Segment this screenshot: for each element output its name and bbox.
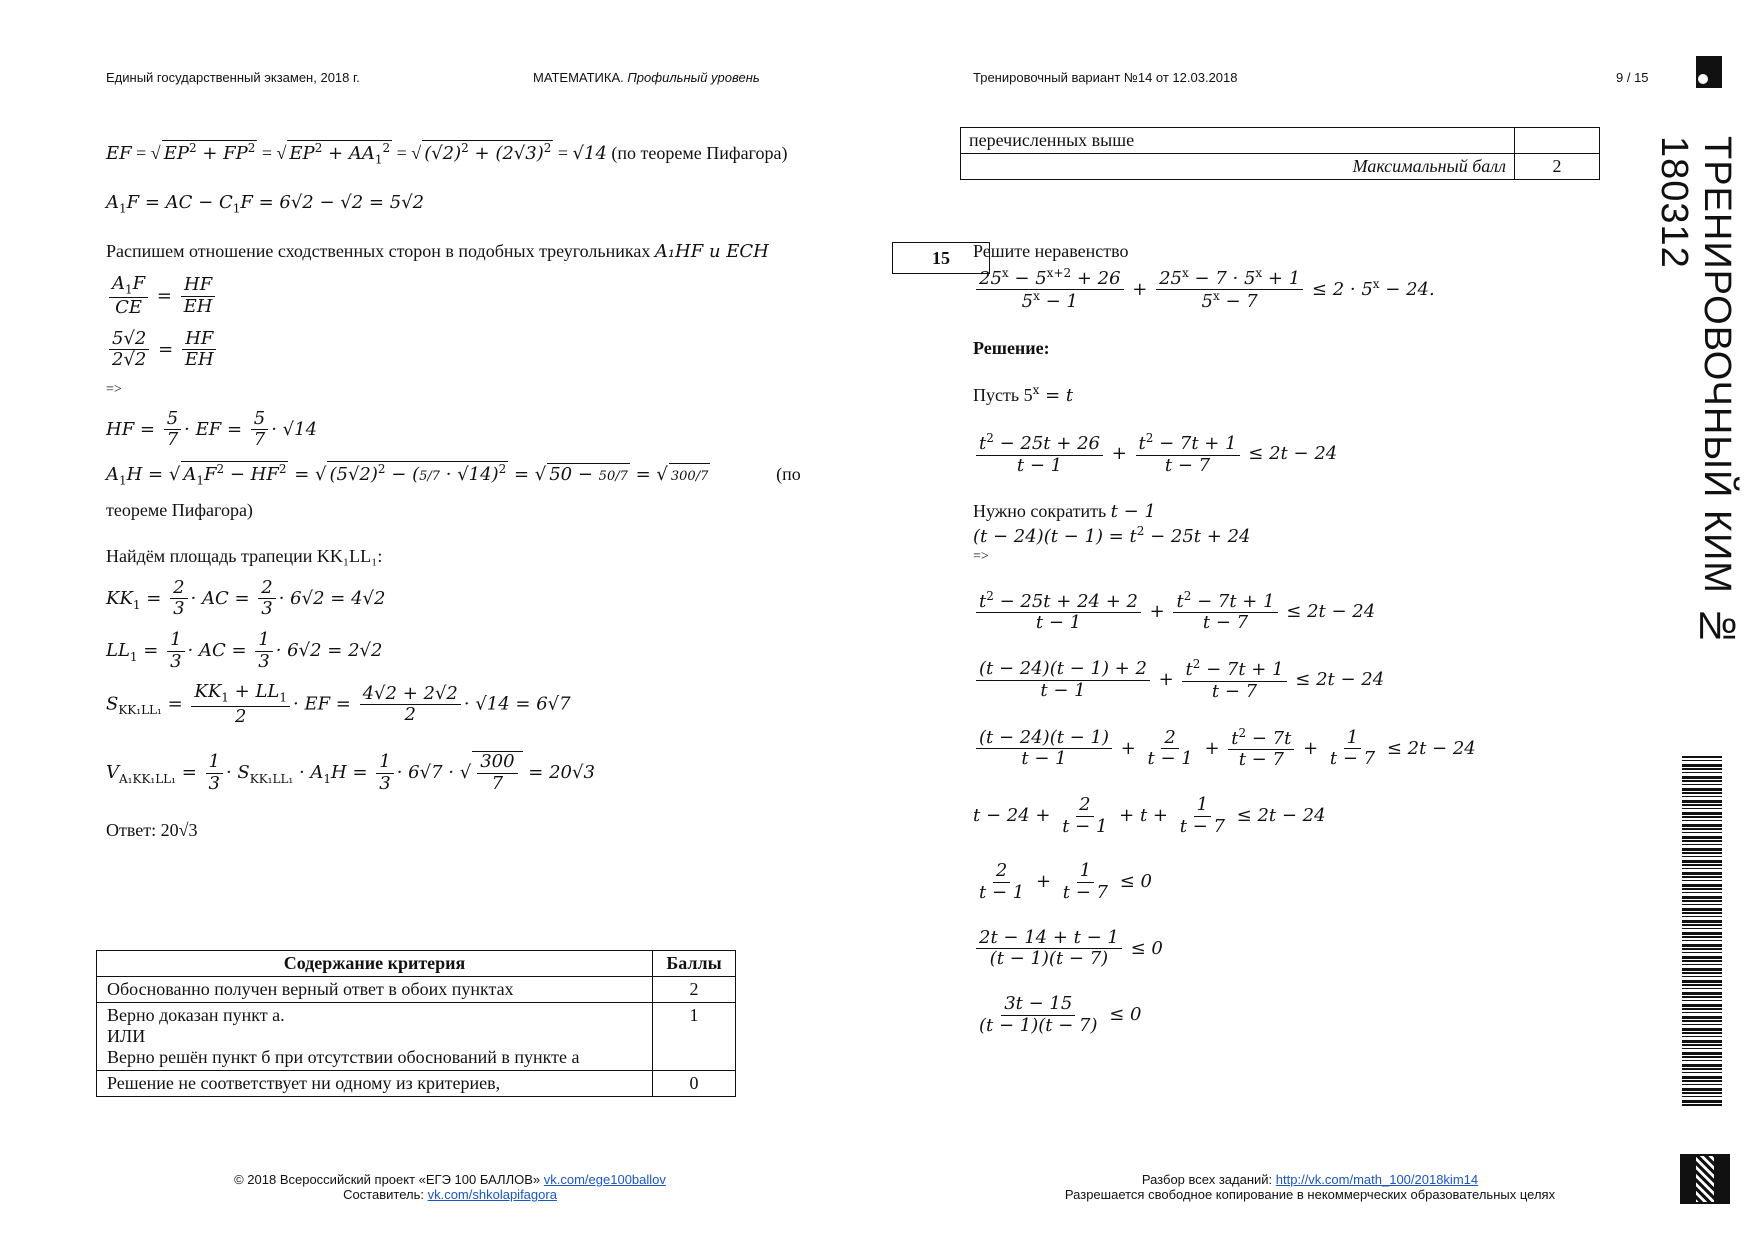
implies-left: => <box>106 382 122 398</box>
step-8: $\frac{3t - 15}{(t - 1)(t - 7)}$ ≤ 0 <box>979 993 1142 1036</box>
header-subject <box>533 70 760 85</box>
criteria-row-text <box>97 1003 653 1071</box>
header-variant: Тренировочный вариант №14 от 12.03.2018 <box>973 70 1238 85</box>
table-row <box>97 1071 736 1097</box>
inequality: $\frac{25^x - 5^{x+2} + 26}{5^x - 1}$ + $\frac{25^x - 7 \cdot 5^x + 1}{5^x - 7}$ ≤ $2 \cdot 5^x - 24$. <box>973 267 1613 313</box>
header-level: Профильный уровень <box>627 70 760 85</box>
footer-vk-link[interactable]: vk.com/ege100ballov <box>543 1172 666 1187</box>
footer-author-label: Составитель: <box>343 1187 424 1202</box>
step-4: $\frac{(t - 24)(t - 1)}{t - 1}$ + $\frac{2}{t - 1}$ + $\frac{t^2 - 7t}{t - 7}$ + $\frac{1}{t - 7}$ ≤ 2t − 24 <box>973 727 1613 771</box>
answer: Ответ: 20√3 <box>106 819 198 840</box>
step-7: $\frac{2t - 14 + t - 1}{(t - 1)(t - 7)}$ ≤ 0 <box>973 928 1613 970</box>
solution-label: Решение: <box>973 337 1050 358</box>
reduce-text: Нужно сократить <box>973 501 1107 522</box>
substitution-text: Пусть 5 <box>973 385 1033 406</box>
criteria-head-points: Баллы <box>653 951 736 977</box>
trap-text: Найдём площадь трапеции KK₁LL₁: <box>106 546 383 567</box>
header-subject-name: МАТЕМАТИКА. <box>533 70 624 85</box>
formula-v: $V_{A_1KK_1LL_1}$ = $\frac{1}{3}$ · $S_{KK_1LL_1} \cdot A_1H$ = $\frac{1}{3}$ · 6√7 · √ $\frac{300}{7}$ = 20√3 <box>106 751 595 795</box>
left-column <box>106 140 801 851</box>
similar-text <box>106 240 792 264</box>
max-row-empty <box>1515 128 1600 154</box>
criteria-row-points: 0 <box>653 1071 736 1097</box>
criteria-table <box>96 950 736 1097</box>
criteria-row-points: 2 <box>653 977 736 1003</box>
table-row <box>961 154 1600 180</box>
footer-analysis-link[interactable]: http://vk.com/math_100/2018kim14 <box>1275 1172 1479 1187</box>
max-value: 2 <box>1515 154 1600 180</box>
factor-identity: $(t - 24)(t - 1) = t^2 - 25t + 24$ <box>973 523 1251 547</box>
footer-license: Разрешается свободное копирование в некоммерческих образовательных целях <box>1064 1187 1556 1202</box>
footer-analysis-label: Разбор всех заданий: <box>1141 1172 1273 1187</box>
max-label: Максимальный балл <box>961 154 1515 180</box>
table-row <box>97 977 736 1003</box>
right-column <box>973 240 1613 1046</box>
qr-code <box>1680 1154 1730 1204</box>
step-6: $\frac{2}{t - 1}$ + $\frac{1}{t - 7}$ ≤ 0 <box>979 860 1152 903</box>
ratio-2: $\frac{5√2}{2√2}$ = $\frac{HF}{EH}$ <box>106 329 792 371</box>
header-exam: Единый государственный экзамен, 2018 г. <box>106 70 360 85</box>
formula-s: $S_{KK_1LL_1}$ = $\frac{KK_1 + LL_1}{2}$ · EF = $\frac{4√2 + 2√2}{2}$ · √14 = 6√7 <box>106 681 571 727</box>
footer-copyright: © 2018 Всероссийский проект «ЕГЭ 100 БАЛЛОВ» <box>234 1172 541 1187</box>
footer-left-line1 <box>180 1172 720 1187</box>
task-prompt: Решите неравенство <box>973 241 1129 261</box>
step-1: $\frac{t^2 - 25t + 26}{t - 1}$ + $\frac{t^2 - 7t + 1}{t - 7}$ ≤ 2t − 24 <box>973 432 1613 476</box>
implies-right: => <box>973 549 989 565</box>
step-5: t − 24 + $\frac{2}{t - 1}$ + t + $\frac{1}{t - 7}$ ≤ 2t − 24 <box>973 793 1326 837</box>
similar-triangles: A₁HF и ECH <box>654 241 769 263</box>
max-row-text: перечисленных выше <box>961 128 1515 154</box>
max-score-table <box>960 127 1600 180</box>
substitution: Пусть $5^x = t$ <box>973 383 1074 407</box>
logo-mark <box>1696 56 1722 88</box>
reduce-note: Нужно сократить t − 1 <box>973 501 1156 523</box>
criteria-row-points: 1 <box>653 1003 736 1071</box>
table-row <box>961 128 1600 154</box>
formula-kk1: $KK_1$ = $\frac{2}{3}$ · AC = $\frac{2}{3}$ · 6√2 = 4√2 <box>106 576 386 620</box>
task-number: 15 <box>892 242 990 274</box>
criteria-row-text-b: Верно решён пункт б при отсутствии обоснований в пункте а <box>107 1047 580 1067</box>
criteria-row-text-or: ИЛИ <box>107 1026 146 1046</box>
footer-left-line2 <box>180 1187 720 1202</box>
header-page: 9 / 15 <box>1616 70 1649 85</box>
formula-hf: HF = $\frac{5}{7}$ · EF = $\frac{5}{7}$ · √14 <box>106 407 318 451</box>
footer-author-link[interactable]: vk.com/shkolapifagora <box>427 1187 557 1202</box>
formula-ef: EF = √ $EP^2 + FP^2$ = √ $EP^2 + AA_1^2$ = √ $(√2)^2 + (2√3)^2 = √14$ (по теореме Пифагора) <box>106 141 788 167</box>
sidebar-title: ТРЕНИРОВОЧНЫЙ КИМ № 180312 <box>1653 136 1738 649</box>
formula-ll1: $LL_1$ = $\frac{1}{3}$ · AC = $\frac{1}{3}$ · 6√2 = 2√2 <box>106 628 383 672</box>
sidebar <box>1653 56 1740 1206</box>
table-row <box>97 1003 736 1071</box>
step-2: $\frac{t^2 - 25t + 24 + 2}{t - 1}$ + $\frac{t^2 - 7t + 1}{t - 7}$ ≤ 2t − 24 <box>973 590 1613 634</box>
similar-sentence: Распишем отношение сходственных сторон в подобных треугольниках <box>106 241 651 262</box>
step-3: $\frac{(t - 24)(t - 1) + 2}{t - 1}$ + $\frac{t^2 - 7t + 1}{t - 7}$ ≤ 2t − 24 <box>973 658 1613 702</box>
criteria-head-content: Содержание критерия <box>97 951 653 977</box>
ef-note: (по теореме Пифагора) <box>611 143 788 163</box>
barcode <box>1682 756 1722 1106</box>
criteria-header-row <box>97 951 736 977</box>
a1h-note-a: (по <box>776 464 801 485</box>
criteria-row-text: Решение не соответствует ни одному из критериев, <box>97 1071 653 1097</box>
criteria-row-text-a: Верно доказан пункт а. <box>107 1005 285 1025</box>
footer-right <box>1000 1172 1620 1202</box>
footer-left <box>180 1172 720 1202</box>
ratio-1: $\frac{A_1F}{CE}$ = $\frac{HF}{EH}$ <box>106 274 792 319</box>
formula-a1h: $A_1H$ = √ $A_1F^2 - HF^2$ = √ $(5√2)^2 - (5/7 \cdot √14)^2$ = √ 50 − 50/7 = √ 300/7 (по <box>106 462 801 488</box>
a1h-note-b: теореме Пифагора) <box>106 499 253 520</box>
footer-right-line1 <box>1000 1172 1620 1187</box>
criteria-row-text: Обоснованно получен верный ответ в обоих пунктах <box>97 977 653 1003</box>
formula-a1f: $A_1F$ = AC − $C_1F = 6√2 - √2 = 5√2$ <box>106 191 425 216</box>
